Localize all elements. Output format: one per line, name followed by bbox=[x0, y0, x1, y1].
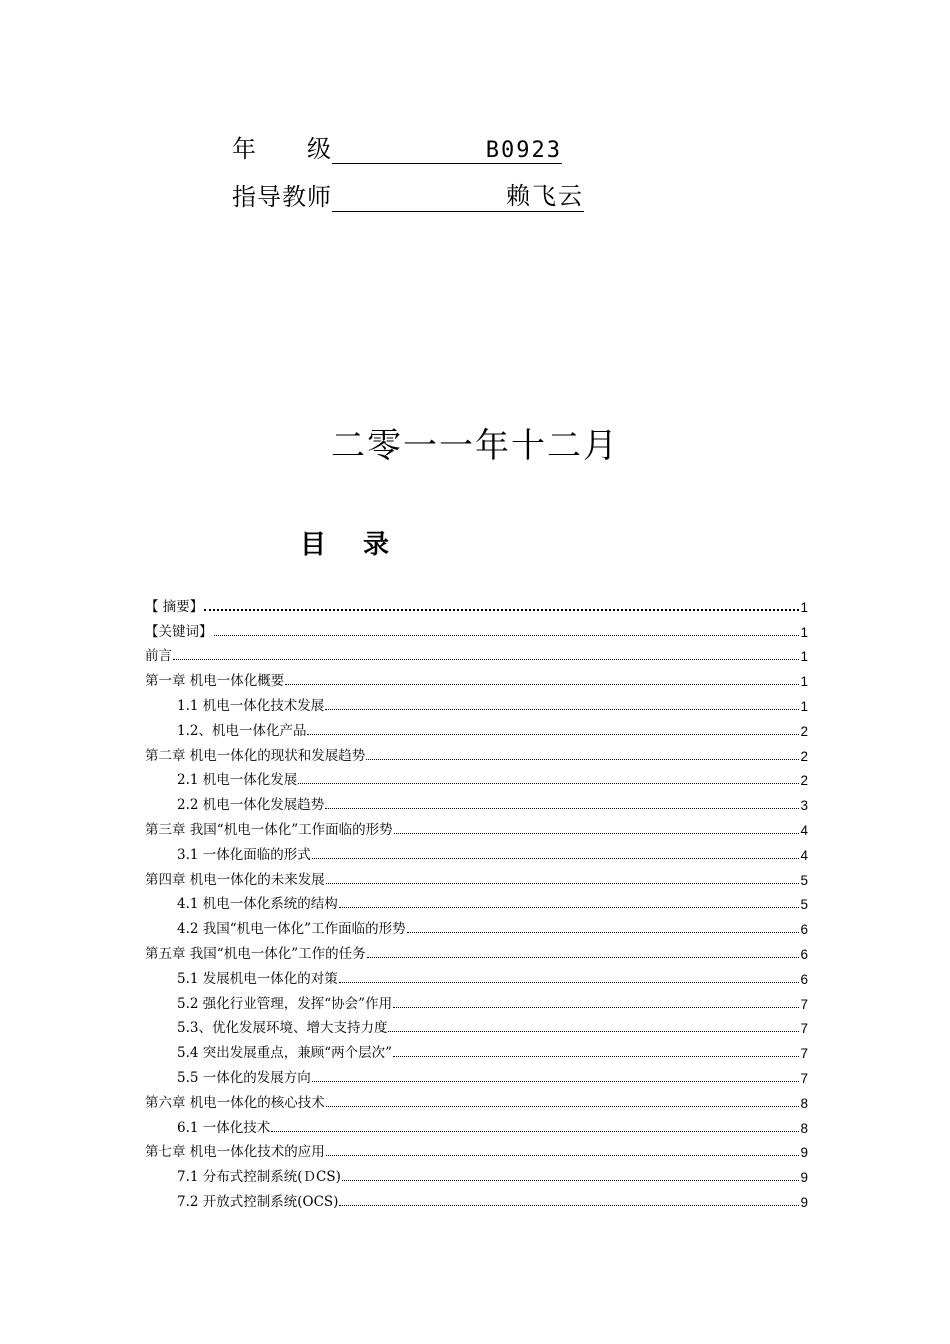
toc-page-number: 7 bbox=[800, 996, 808, 1012]
toc-leader-dots bbox=[204, 609, 799, 611]
toc-entry-text: 7.2 开放式控制系统(OCS) bbox=[177, 1193, 339, 1210]
toc-entry bbox=[145, 714, 808, 739]
toc-leader-dots bbox=[214, 635, 800, 636]
toc-leader-dots bbox=[339, 1205, 799, 1206]
toc-entry-text: 2.1 机电一体化发展 bbox=[177, 772, 298, 789]
toc-entry bbox=[145, 962, 808, 987]
toc-entry bbox=[145, 1185, 808, 1210]
toc-entry-text: 第一章 机电一体化概要 bbox=[145, 673, 285, 690]
toc-leader-dots bbox=[393, 1007, 799, 1008]
toc-entry-text: 第三章 我国“机电一体化”工作面临的形势 bbox=[145, 821, 393, 838]
toc-entry bbox=[145, 1086, 808, 1111]
toc-entry bbox=[145, 912, 808, 937]
cover-date: 二零一一年十二月 bbox=[331, 426, 619, 466]
toc-page-number: 1 bbox=[800, 674, 808, 690]
toc-page-number: 1 bbox=[800, 649, 808, 665]
toc-entry-text: 3.1 一体化面临的形式 bbox=[177, 846, 311, 863]
toc-entry bbox=[145, 689, 808, 714]
grade-value: B0923 bbox=[485, 138, 562, 163]
toc-leader-dots bbox=[271, 1131, 799, 1132]
toc-page-number: 3 bbox=[800, 798, 808, 814]
toc-leader-dots bbox=[326, 1155, 800, 1156]
toc-leader-dots bbox=[312, 858, 800, 859]
toc-page-number: 8 bbox=[800, 1095, 808, 1111]
toc-leader-dots bbox=[366, 759, 799, 760]
toc-entry bbox=[145, 1136, 808, 1161]
toc-entry-text: 5.4 突出发展重点，兼顾“两个层次” bbox=[177, 1045, 393, 1062]
toc-entry-text: 4.2 我国“机电一体化”工作面临的形势 bbox=[177, 921, 406, 938]
toc-entry bbox=[145, 1160, 808, 1185]
toc-leader-dots bbox=[285, 684, 799, 685]
toc-leader-dots bbox=[326, 883, 800, 884]
toc-page-number: 1 bbox=[800, 624, 808, 640]
advisor-value: 赖飞云 bbox=[506, 182, 584, 210]
toc-entry-text: 4.1 机电一体化系统的结构 bbox=[177, 896, 338, 913]
toc-entry bbox=[145, 764, 808, 789]
toc-page-number: 6 bbox=[800, 922, 808, 938]
toc-page-number: 4 bbox=[800, 822, 808, 838]
toc-entry bbox=[145, 615, 808, 640]
toc-leader-dots bbox=[339, 982, 800, 983]
toc-entry-text: 5.5 一体化的发展方向 bbox=[177, 1069, 311, 1086]
toc-entry bbox=[145, 640, 808, 665]
grade-underline bbox=[332, 133, 562, 164]
toc-entry bbox=[145, 863, 808, 888]
toc-entry-text: 1.1 机电一体化技术发展 bbox=[177, 697, 325, 714]
toc-page-number: 9 bbox=[800, 1145, 808, 1161]
toc-page-number: 7 bbox=[800, 1070, 808, 1086]
toc-leader-dots bbox=[325, 709, 799, 710]
toc-entry bbox=[145, 590, 808, 615]
toc-page-number: 6 bbox=[800, 971, 808, 987]
toc-leader-dots bbox=[342, 1180, 800, 1181]
toc-page-number: 5 bbox=[800, 897, 808, 913]
toc-entry bbox=[145, 838, 808, 863]
toc-leader-dots bbox=[298, 783, 799, 784]
toc-page-number: 7 bbox=[800, 1046, 808, 1062]
toc-leader-dots bbox=[388, 1031, 799, 1032]
toc-leader-dots bbox=[326, 1106, 800, 1107]
toc-page-number: 5 bbox=[800, 872, 808, 888]
toc-entry bbox=[145, 888, 808, 913]
toc-entry-text: 1.2、机电一体化产品 bbox=[177, 722, 307, 739]
toc-leader-dots bbox=[394, 833, 800, 834]
toc-entry bbox=[145, 937, 808, 962]
toc-leader-dots bbox=[367, 957, 800, 958]
toc-entry-text: 5.2 强化行业管理，发挥“协会”作用 bbox=[177, 995, 393, 1012]
advisor-underline bbox=[332, 181, 584, 212]
toc-leader-dots bbox=[393, 1056, 799, 1057]
toc-page-number: 6 bbox=[800, 946, 808, 962]
toc-entry-text: 5.3、优化发展环境、增大支持力度 bbox=[177, 1020, 388, 1037]
toc-page-number: 9 bbox=[800, 1170, 808, 1186]
grade-label: 年 级 bbox=[232, 135, 332, 163]
toc-entry-text: 2.2 机电一体化发展趋势 bbox=[177, 797, 325, 814]
toc-page-number: 2 bbox=[800, 748, 808, 764]
toc-entry-text: 第六章 机电一体化的核心技术 bbox=[145, 1094, 325, 1111]
toc-entry-text: 6.1 一体化技术 bbox=[177, 1119, 271, 1136]
toc-entry bbox=[145, 1036, 808, 1061]
advisor-field bbox=[232, 172, 584, 212]
advisor-label: 指导教师 bbox=[232, 183, 332, 211]
toc-page-number: 9 bbox=[800, 1194, 808, 1210]
toc-entry-text: 【关键词】 bbox=[145, 623, 213, 640]
toc-page-number: 8 bbox=[800, 1120, 808, 1136]
table-of-contents bbox=[145, 590, 808, 1210]
toc-entry bbox=[145, 664, 808, 689]
toc-entry bbox=[145, 788, 808, 813]
toc-leader-dots bbox=[339, 907, 800, 908]
toc-entry-text: 【 摘要】 bbox=[145, 598, 204, 615]
toc-leader-dots bbox=[307, 734, 799, 735]
toc-entry bbox=[145, 739, 808, 764]
toc-entry bbox=[145, 813, 808, 838]
grade-field bbox=[232, 124, 562, 164]
toc-entry-text: 5.1 发展机电一体化的对策 bbox=[177, 970, 338, 987]
toc-page-number: 1 bbox=[800, 599, 808, 615]
toc-leader-dots bbox=[325, 808, 799, 809]
toc-entry bbox=[145, 1061, 808, 1086]
toc-leader-dots bbox=[173, 659, 799, 660]
toc-entry bbox=[145, 987, 808, 1012]
toc-entry-text: 7.1 分布式控制系统(ＤCS) bbox=[177, 1169, 341, 1186]
toc-entry-text: 前言 bbox=[145, 648, 172, 665]
toc-leader-dots bbox=[407, 932, 800, 933]
toc-page-number: 7 bbox=[800, 1021, 808, 1037]
toc-entry bbox=[145, 1012, 808, 1037]
toc-entry-text: 第四章 机电一体化的未来发展 bbox=[145, 871, 325, 888]
toc-entry-text: 第二章 机电一体化的现状和发展趋势 bbox=[145, 747, 366, 764]
toc-leader-dots bbox=[312, 1081, 800, 1082]
toc-entry-text: 第五章 我国“机电一体化”工作的任务 bbox=[145, 945, 366, 962]
toc-title: 目 录 bbox=[300, 530, 404, 560]
toc-page-number: 2 bbox=[800, 773, 808, 789]
toc-page-number: 4 bbox=[800, 847, 808, 863]
toc-entry bbox=[145, 1111, 808, 1136]
toc-page-number: 2 bbox=[800, 723, 808, 739]
toc-entry-text: 第七章 机电一体化技术的应用 bbox=[145, 1144, 325, 1161]
toc-page-number: 1 bbox=[800, 698, 808, 714]
